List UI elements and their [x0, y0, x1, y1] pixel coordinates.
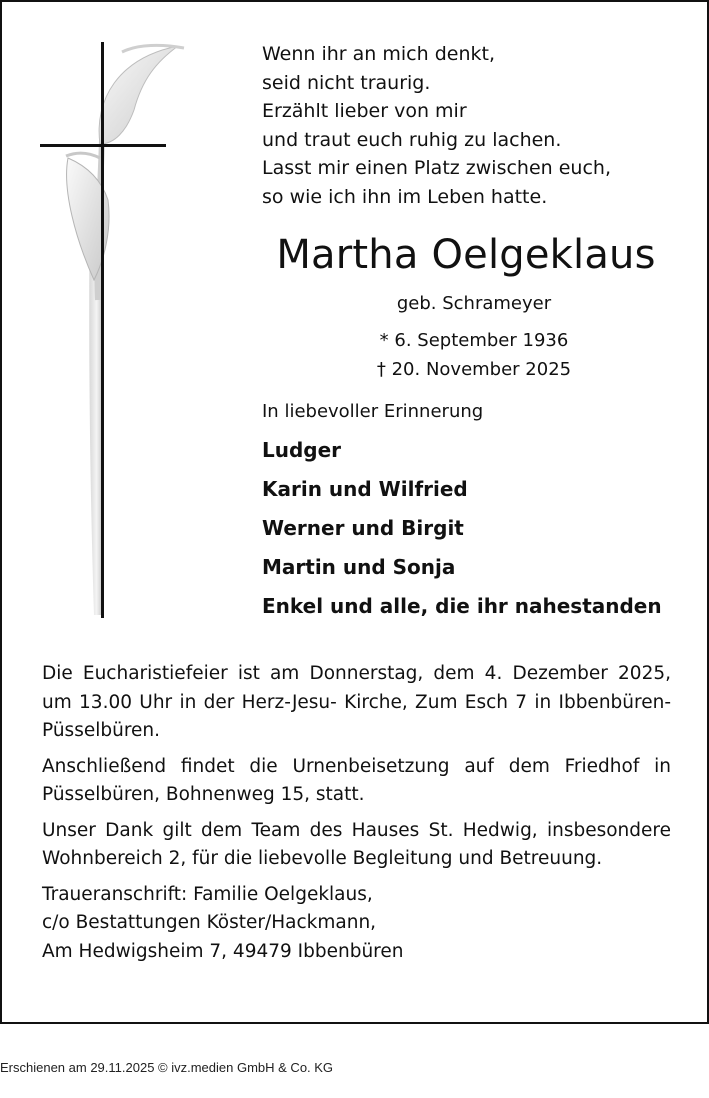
thanks-paragraph: Unser Dank gilt dem Team des Hauses St. Hedwig, insbesondere Wohnbereich 2, für die liebevolle Begleitung und Betreuung.: [42, 819, 671, 869]
poem-line: Erzählt lieber von mir: [262, 100, 467, 122]
mourner: Werner und Birgit: [262, 516, 464, 540]
service-paragraph: Die Eucharistiefeier ist am Donnerstag, dem 4. Dezember 2025, um 13.00 Uhr in der Herz-Jesu- Kirche, Zum Esch 7 in Ibbenbüren-Püsselbüren.: [42, 663, 671, 741]
birth-date: * 6. September 1936: [379, 330, 569, 351]
life-dates: [264, 290, 684, 384]
poem-line: so wie ich ihn im Leben hatte.: [262, 185, 548, 208]
address-line: Am Hedwigsheim 7, 49479 Ibbenbüren: [42, 940, 404, 962]
birth-name: geb. Schrameyer: [396, 293, 552, 314]
burial-paragraph: Anschließend findet die Urnenbeisetzung auf dem Friedhof in Püsselbüren, Bohnenweg 15, statt.: [42, 755, 671, 805]
address-line: Traueranschrift: Familie Oelgeklaus,: [42, 883, 373, 905]
mourning-address: [42, 881, 671, 967]
mourners-list: [262, 436, 662, 631]
mourner: Martin und Sonja: [262, 555, 456, 579]
poem: [262, 40, 611, 211]
mourner: Enkel und alle, die ihr nahestanden: [262, 594, 662, 618]
poem-line: Wenn ihr an mich denkt,: [262, 43, 495, 65]
mourner: Karin und Wilfried: [262, 477, 468, 501]
publication-footer: Erschienen am 29.11.2025 © ivz.medien GmbH & Co. KG: [0, 1060, 334, 1075]
poem-line: Lasst mir einen Platz zwischen euch,: [262, 157, 611, 179]
deceased-name: Martha Oelgeklaus: [276, 232, 656, 278]
cross-with-calla-lily-icon: [38, 40, 188, 620]
death-date: † 20. November 2025: [376, 359, 572, 380]
mourner: Ludger: [262, 438, 342, 462]
remembrance-heading: In liebevoller Erinnerung: [262, 401, 484, 422]
poem-line: seid nicht traurig.: [262, 71, 431, 94]
poem-line: und traut euch ruhig zu lachen.: [262, 128, 562, 151]
service-details: [42, 660, 671, 966]
address-line: c/o Bestattungen Köster/Hackmann,: [42, 912, 377, 933]
